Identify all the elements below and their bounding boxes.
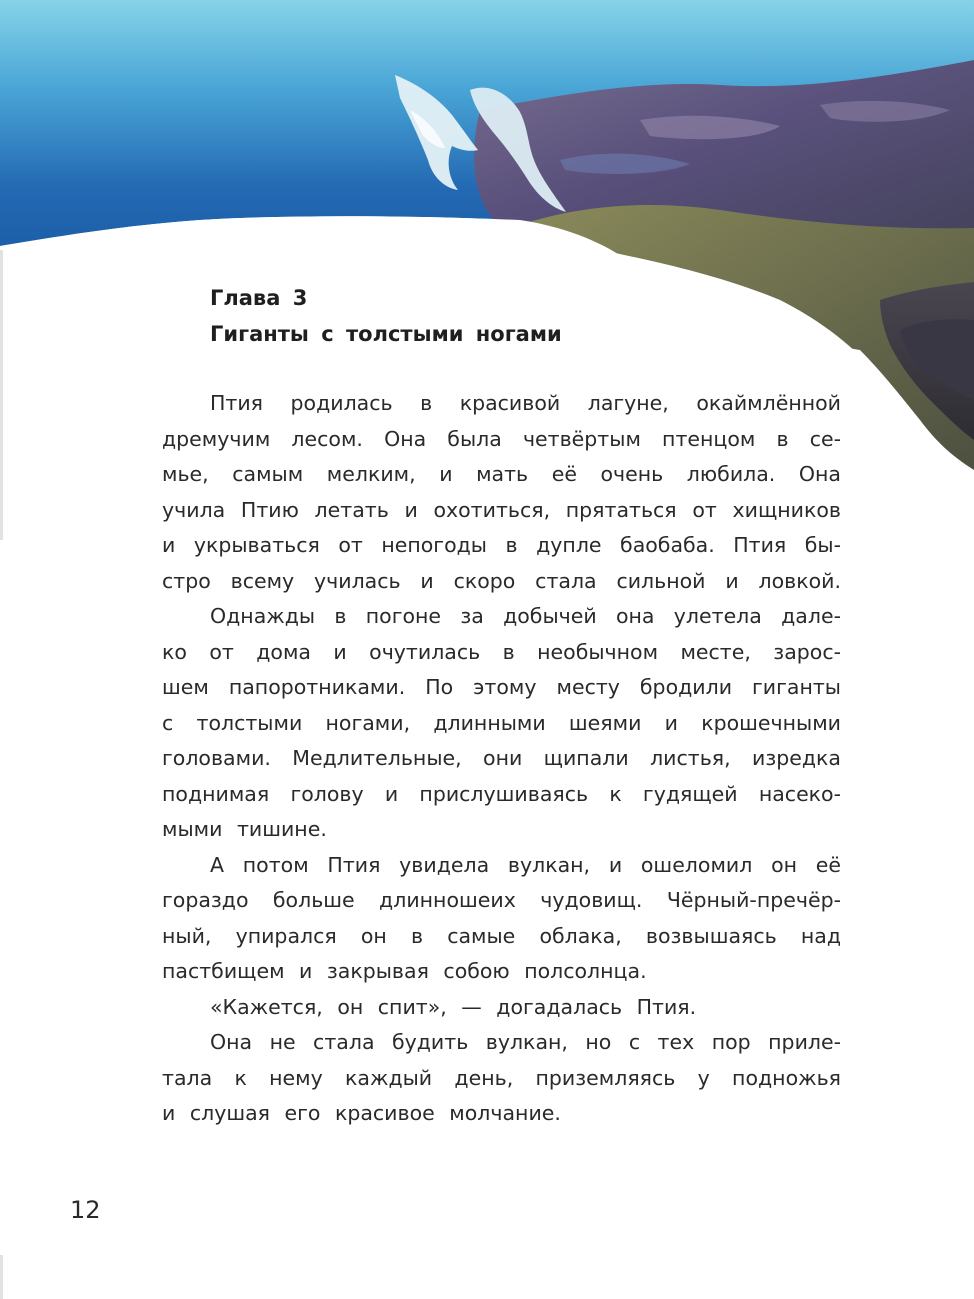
text-line: пастбищем и закрывая собою полсолнца. [162,959,647,983]
text-line: головами. Медлительные, они щипали листья, изредка [162,746,841,770]
text-line: А потом Птия увидела вулкан, и ошеломил он её [210,852,841,877]
text-line: учила Птию летать и охотиться, прятаться от хищников [162,497,841,522]
text-line: гораздо больше длинношеих чудовищ. Чёрный-пречёр- [162,888,841,912]
text-line: и слушая его красивое молчание. [162,1101,561,1125]
text-line: Однажды в погоне за добычей она улетела дале- [210,604,841,628]
text-line: мыми тишине. [162,817,327,841]
text-line: ный, упирался он в самые облака, возвышаясь над [162,923,841,948]
chapter-heading [210,280,562,352]
text-line: ко от дома и очутилась в необычном месте, зарос- [162,639,841,664]
text-line: тала к нему каждый день, приземляясь у подножья [162,1065,841,1090]
text-line: шем папоротниками. По этому месту бродили гиганты [162,675,841,699]
text-line: с толстыми ногами, длинными шеями и крошечными [162,710,841,735]
text-line: мье, самым мелким, и мать её очень любила. Она [162,462,841,486]
text-line: дремучим лесом. Она была четвёртым птенцом в се- [162,426,841,451]
text-line: поднимая голову и прислушиваясь к гудящей насеко- [162,781,841,806]
text-line: и укрываться от непогоды в дупле баобаба. Птия бы- [162,533,841,557]
text-line: «Кажется, он спит», — догадалась Птия. [210,994,697,1019]
page-edge-shadow [0,1255,3,1299]
chapter-number: Глава 3 [210,286,308,310]
chapter-title: Гиганты с толстыми ногами [210,322,562,346]
page-number: 12 [70,1196,101,1224]
text-line: Она не стала будить вулкан, но с тех пор приле- [210,1030,841,1054]
page-edge-shadow [0,250,3,540]
text-line: Птия родилась в красивой лагуне, окаймлённой [210,391,841,415]
chapter-text [162,386,841,1132]
text-line: стро всему училась и скоро стала сильной и ловкой. [162,568,841,593]
